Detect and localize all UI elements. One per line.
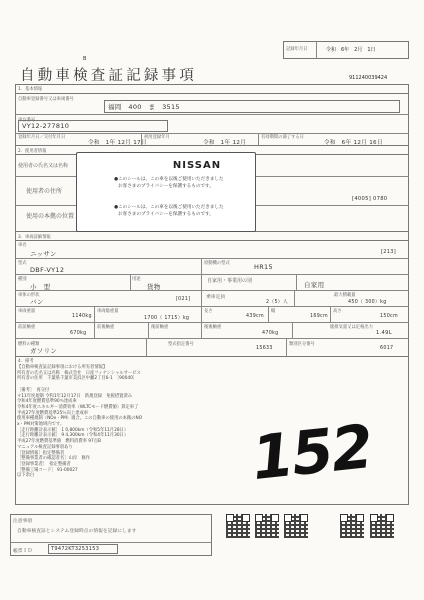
- type-value: 小 型: [30, 283, 51, 291]
- body-label: 車体の形状: [18, 293, 40, 298]
- sticker-text-1a: ●このシールは、この車を以後ご使用いただきました: [114, 177, 224, 182]
- class-value: 6017: [380, 346, 394, 351]
- sticker-text-2b: お客さまのプライバシーを保護するものです。: [118, 212, 214, 217]
- engine-label: 原動機の型式: [204, 261, 230, 266]
- length-value: 439cm: [246, 314, 264, 319]
- record-date-value: 令和 6年 2月 1日: [326, 47, 376, 53]
- fuel-value: ガソリン: [30, 347, 58, 355]
- base-location-label: 使用の本拠の位置: [26, 213, 75, 220]
- cert-value: 15633: [256, 346, 273, 351]
- document-title: 自動車検査証記録事項: [20, 68, 197, 84]
- axle-rf-label: 後前軸重: [151, 325, 169, 330]
- length-label: 長さ: [204, 309, 213, 314]
- form-id-label: 帳票ＩＤ: [13, 549, 33, 554]
- weight-label: 車両重量: [18, 309, 36, 314]
- private-label: 自家用・事業用の別: [207, 278, 253, 284]
- body-value: バン: [30, 298, 44, 306]
- section4-heading: 4．備考: [18, 359, 34, 364]
- axle-fr-label: 前後軸重: [97, 325, 115, 330]
- section3-heading: 3．車両詳細情報: [18, 235, 51, 240]
- width-label: 幅: [271, 309, 276, 314]
- capacity-label: 乗車定員: [206, 295, 226, 300]
- form-mark: B: [83, 56, 87, 62]
- gross-label: 車両総重量: [97, 309, 119, 314]
- qr-code-2: [255, 514, 279, 538]
- displacement-value: 1.49L: [376, 330, 392, 336]
- owner-address-label: 使用者の住所: [26, 188, 63, 195]
- chassis-label: 車台番号: [18, 118, 36, 123]
- registration-number: 福岡 400 ま 3515: [108, 103, 180, 111]
- nissan-logo: NISSAN: [172, 160, 222, 171]
- cert-label: 型式指定番号: [168, 342, 194, 347]
- section1-heading: 1．基本情報: [18, 87, 43, 92]
- class-label: 類別区分番号: [289, 342, 315, 347]
- height-label: 高さ: [333, 309, 342, 314]
- qr-code-4: [340, 514, 364, 538]
- load-value: 450（ 300）kg: [348, 300, 387, 305]
- section2-heading: 2．使用者情報: [18, 149, 47, 154]
- capacity-value: 2（5）人: [266, 300, 288, 305]
- expiry-label: 有効期間の満了する日: [261, 135, 304, 140]
- qr-code-1: [226, 514, 250, 538]
- model-value: DBF-VY12: [30, 266, 65, 274]
- load-label: 最大積載量: [334, 293, 356, 298]
- notice-text: 自動車検査証とシステム登録時点の情報を記録にします: [17, 529, 137, 534]
- handwritten-number: 152: [248, 411, 375, 495]
- form-id-value: T9472KT3253153: [51, 546, 100, 552]
- gross-value: 1700（ 1715）kg: [144, 316, 190, 321]
- first-year-label: 初度登録年月: [144, 135, 170, 140]
- record-date-label: 記録年月日: [286, 47, 308, 52]
- chassis-number: VY12-277810: [22, 122, 70, 130]
- sticker-text-2a: ●このシールは、この車を以後ご使用いただきました: [114, 205, 224, 210]
- make-label: 車名: [18, 243, 27, 248]
- make-code: [213]: [381, 249, 396, 255]
- first-reg-value: 令和 1年 12月 17日: [88, 140, 147, 146]
- qr-code-3: [284, 514, 308, 538]
- height-value: 150cm: [380, 314, 398, 319]
- use-label: 用途: [132, 277, 141, 282]
- body-code: [021]: [176, 297, 191, 302]
- document-number: 911240039424: [349, 75, 388, 81]
- location-code: [4005] 0780: [352, 196, 388, 202]
- private-value: 自家用: [304, 281, 325, 289]
- notice-label: 注意事項: [13, 519, 33, 524]
- qr-code-5: [370, 514, 394, 538]
- first-reg-label: 登録年月日／交付年月日: [18, 135, 66, 140]
- registration-label: 自動車登録番号又は車両番号: [18, 97, 74, 102]
- sticker-text-1b: お客さまのプライバシーを保護するものです。: [118, 184, 214, 189]
- fuel-label: 燃料の種類: [18, 342, 40, 347]
- axle-ff-value: 670kg: [70, 331, 87, 336]
- weight-value: 1140kg: [72, 314, 92, 319]
- use-value: 貨物: [147, 283, 161, 291]
- width-value: 169cm: [310, 314, 328, 319]
- engine-value: HR15: [254, 263, 273, 271]
- model-label: 型式: [18, 261, 27, 266]
- expiry-value: 令和 6年 12月 16日: [324, 140, 383, 146]
- make-value: ニッサン: [30, 250, 57, 258]
- axle-rr-value: 470kg: [262, 331, 279, 336]
- displacement-label: 総排気量又は定格出力: [330, 325, 373, 330]
- owner-label: 使用者の氏名又は名称: [18, 163, 69, 169]
- axle-ff-label: 前前軸重: [18, 325, 36, 330]
- remarks-text: 【自動車検査証記録事項における所有者情報】 所有者の氏名又は名称 株式会社 日産フィナンシャルサービス 所有者の住所 千葉県千葉市美浜区中瀬2丁目6-1 ［90040］ ［備考］ 再交付 ＊11年度規制 令和1年12月17日 新規登録 免税措置済み 令和4年度燃費基準90％達成車 令和4年度エネルギー消費効率（WLTCモード燃費値）算定車了 平成27年度燃費基準25％向上達成車 使用車種規制（NOx・PM）適合。この自動車の使用の本拠のNO x・PM対策地域内です。 ［走行距離計表示値］ 1 0,800km（令和5年11月28日） ［走行距離計表示値］ 9 4,300km（令和4年11月30日） 平成27年度燃費基準値 燃料消費率 97点B マニュアル検査記録事項あり ［登録情報］指定整備者 ［整備事業者の確認者名］山岸 修作 ［登録事業者］ 指定整備者 ［整備工場コード］ 91-00027 以下余白: [17, 365, 143, 479]
- first-year-value: 令和 1年 12月: [203, 140, 247, 146]
- axle-rr-label: 後後軸重: [204, 325, 222, 330]
- type-label: 種別: [18, 277, 27, 282]
